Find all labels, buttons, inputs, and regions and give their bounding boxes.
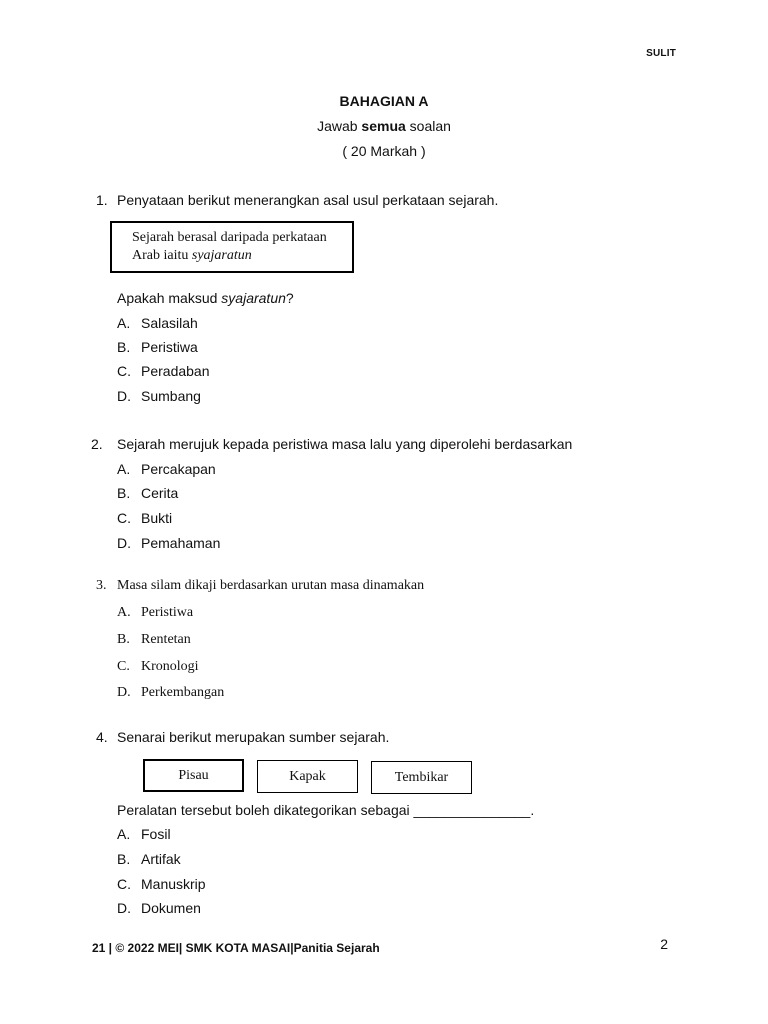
- source-item-box: Pisau: [143, 759, 244, 792]
- option-letter: D.: [117, 535, 131, 551]
- option-text: Pemahaman: [141, 535, 221, 551]
- option-letter: B.: [117, 851, 131, 867]
- sub-question: [117, 290, 294, 306]
- source-item-box: Kapak: [257, 760, 358, 793]
- quote-line-1: Sejarah berasal daripada perkataan: [132, 230, 327, 245]
- option-letter: D.: [117, 685, 131, 700]
- question-number: 1.: [96, 192, 108, 208]
- option-letter: A.: [117, 826, 131, 842]
- footer-text: 21 | © 2022 MEI| SMK KOTA MASAI|Panitia Sejarah: [92, 941, 380, 955]
- sub-question-pre: Apakah maksud: [117, 290, 222, 306]
- option-letter: A.: [117, 461, 131, 477]
- page-number: 2: [660, 936, 668, 952]
- question-text: Senarai berikut merupakan sumber sejarah.: [117, 729, 390, 745]
- question-text: Masa silam dikaji berdasarkan urutan masa dinamakan: [117, 578, 425, 593]
- section-instruction: [0, 118, 768, 134]
- classification-label: SULIT: [646, 48, 676, 59]
- option-letter: D.: [117, 900, 131, 916]
- quote-line-2: [132, 247, 352, 265]
- question-text: Sejarah merujuk kepada peristiwa masa lalu yang diperolehi berdasarkan: [117, 436, 573, 452]
- option-text: Salasilah: [141, 315, 198, 331]
- sub-question-post: ?: [285, 290, 294, 306]
- option-letter: B.: [117, 632, 130, 647]
- option-letter: A.: [117, 605, 131, 620]
- option-text: Peristiwa: [141, 605, 194, 620]
- option-text: Cerita: [141, 485, 179, 501]
- option-text: Dokumen: [141, 900, 201, 916]
- section-marks: ( 20 Markah ): [342, 143, 426, 159]
- option-text: Peradaban: [141, 363, 210, 379]
- option-text: Perkembangan: [141, 685, 225, 700]
- option-letter: D.: [117, 388, 131, 404]
- quote-box: [110, 221, 354, 273]
- option-text: Manuskrip: [141, 876, 206, 892]
- option-text: Bukti: [141, 510, 173, 526]
- instruction-post: soalan: [405, 118, 451, 134]
- instruction-bold: semua: [361, 118, 406, 134]
- sub-question-italic: syajaratun: [221, 290, 286, 306]
- option-text: Sumbang: [141, 388, 201, 404]
- option-letter: C.: [117, 510, 131, 526]
- option-text: Percakapan: [141, 461, 216, 477]
- instruction-pre: Jawab: [317, 118, 362, 134]
- option-text: Rentetan: [141, 632, 191, 647]
- section-title: BAHAGIAN A: [339, 93, 429, 109]
- option-letter: B.: [117, 339, 131, 355]
- quote-line-2-pre: Arab iaitu: [132, 248, 192, 263]
- question-number: 2.: [91, 436, 103, 452]
- quote-line-2-italic: syajaratun: [191, 248, 252, 263]
- question-number: 4.: [96, 729, 108, 745]
- question-number: 3.: [96, 578, 107, 593]
- option-letter: B.: [117, 485, 131, 501]
- option-letter: C.: [117, 876, 131, 892]
- option-letter: C.: [117, 363, 131, 379]
- sub-question: Peralatan tersebut boleh dikategorikan sebagai _______________.: [117, 802, 535, 818]
- question-text: Penyataan berikut menerangkan asal usul perkataan sejarah.: [117, 192, 499, 208]
- source-item-box: Tembikar: [371, 761, 472, 794]
- option-letter: C.: [117, 659, 130, 674]
- option-text: Kronologi: [141, 659, 199, 674]
- option-letter: A.: [117, 315, 131, 331]
- option-text: Fosil: [141, 826, 171, 842]
- option-text: Artifak: [141, 851, 181, 867]
- option-text: Peristiwa: [141, 339, 198, 355]
